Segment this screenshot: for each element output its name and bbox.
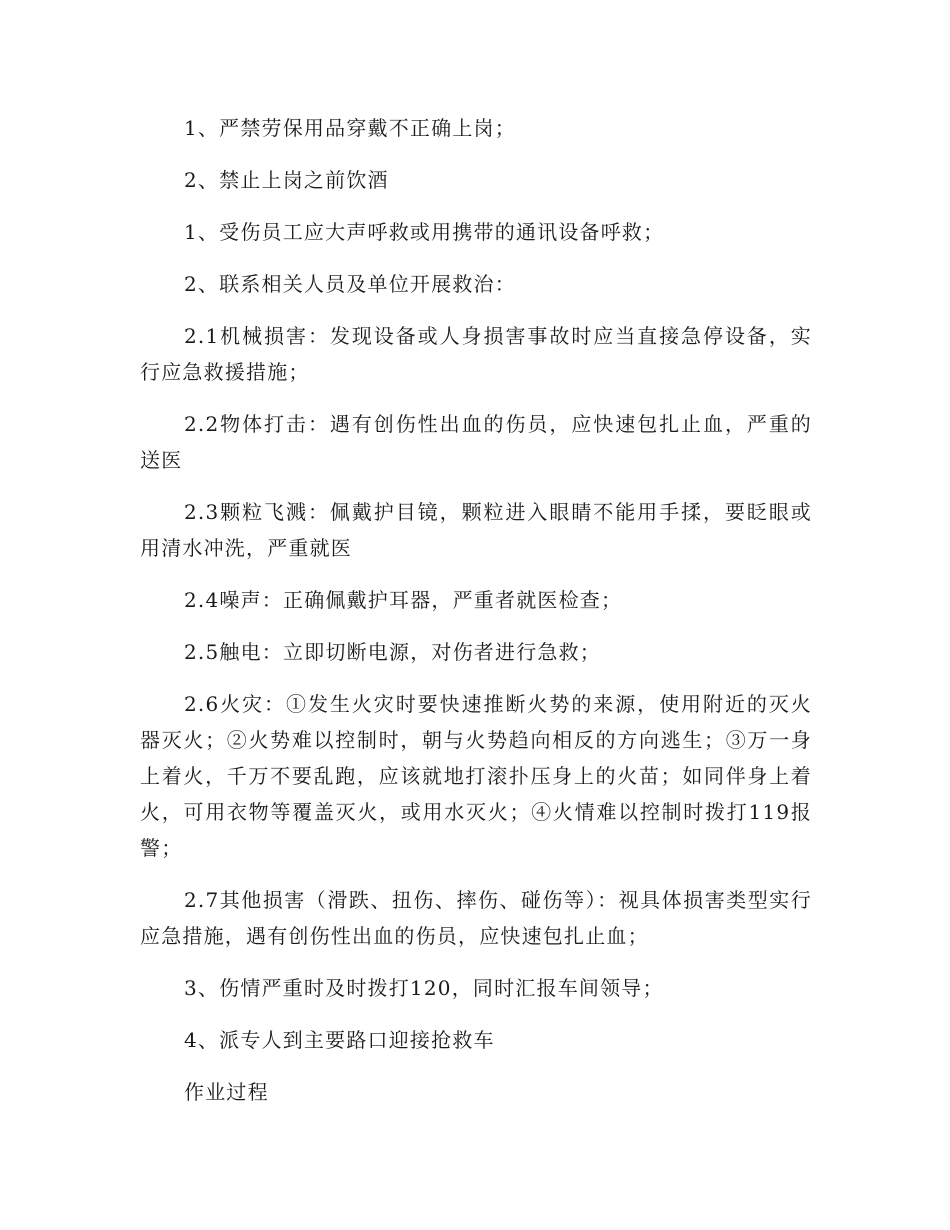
paragraph-electric-shock: 2.5触电：立即切断电源，对伤者进行急救； <box>184 640 602 664</box>
paragraph-fire: 2.6火灾：①发生火灾时要快速推断火势的来源，使用附近的灭火器灭火；②火势难以控制时，朝与火势趋向相反的方向逃生；③万一身上着火，千万不要乱跑，应该就地打滚扑压身上的火苗；如同伴身上着火，可用衣物等覆盖灭火，或用水灭火；④火情难以控制时拨打119报警； <box>140 692 812 860</box>
section-heading-work-process: 作业过程 <box>184 1080 269 1104</box>
paragraph-object-strike: 2.2物体打击：遇有创伤性出血的伤员，应快速包扎止血，严重的送医 <box>140 412 812 472</box>
paragraph-mechanical-injury: 2.1机械损害：发现设备或人身损害事故时应当直接急停设备，实行应急救援措施； <box>140 324 812 384</box>
paragraph-rule-1: 1、严禁劳保用品穿戴不正确上岗； <box>184 116 516 140</box>
paragraph-response-1: 1、受伤员工应大声呼救或用携带的通讯设备呼救； <box>184 220 665 244</box>
paragraph-response-4: 4、派专人到主要路口迎接抢救车 <box>184 1028 495 1052</box>
paragraph-rule-2: 2、禁止上岗之前饮酒 <box>184 168 389 192</box>
paragraph-particle-splash: 2.3颗粒飞溅：佩戴护目镜，颗粒进入眼睛不能用手揉，要眨眼或用清水冲洗，严重就医 <box>140 500 812 560</box>
paragraph-response-3: 3、伤情严重时及时拨打120，同时汇报车间领导； <box>184 976 664 1000</box>
paragraph-response-2: 2、联系相关人员及单位开展救治： <box>184 272 516 296</box>
paragraph-noise: 2.4噪声：正确佩戴护耳器，严重者就医检查； <box>184 588 623 612</box>
document-body <box>140 110 812 1126</box>
paragraph-other-injury: 2.7其他损害（滑跌、扭伤、摔伤、碰伤等）：视具体损害类型实行应急措施，遇有创伤性出血的伤员，应快速包扎止血； <box>140 888 812 948</box>
